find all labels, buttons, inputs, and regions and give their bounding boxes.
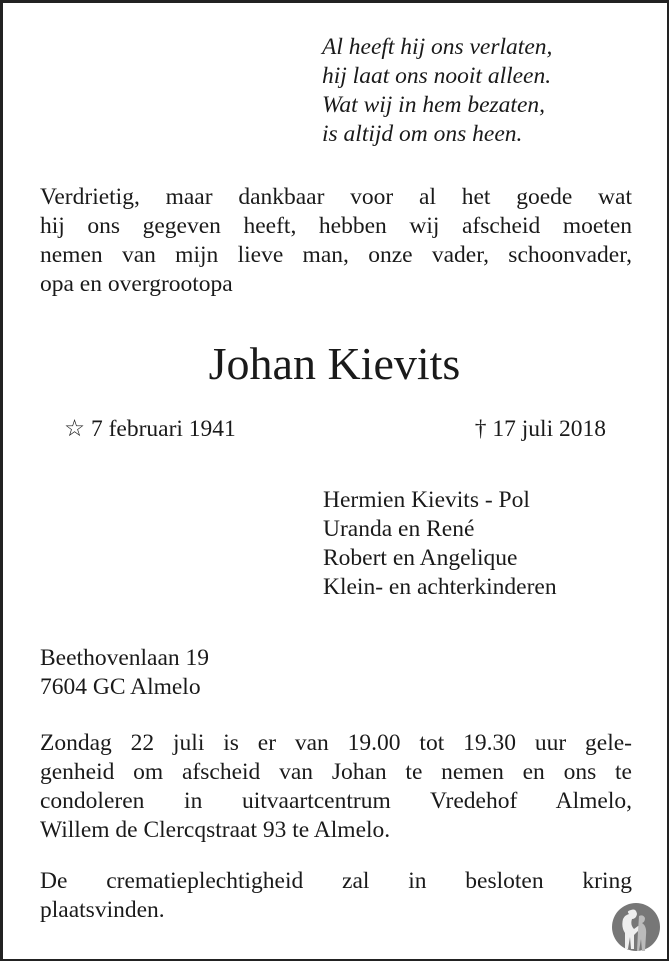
poem-line: Al heeft hij ons verlaten,: [322, 34, 553, 60]
cremation-line: plaatsvinden.: [40, 897, 165, 923]
embrace-logo-icon: [611, 902, 661, 952]
frame-border: [0, 0, 669, 3]
intro-line: nemen van mijn lieve man, onze vader, schoonvader,: [40, 242, 632, 268]
deceased-name: Johan Kievits: [208, 338, 461, 389]
intro-line: hij ons gegeven heeft, hebben wij afscheid moeten: [40, 213, 632, 239]
condolence-line: Willem de Clercqstraat 93 te Almelo.: [40, 817, 391, 843]
family-member: Klein- en achterkinderen: [323, 574, 557, 600]
intro-line: opa en overgrootopa: [40, 271, 233, 297]
frame-border: [0, 0, 3, 961]
address-line: 7604 GC Almelo: [40, 674, 201, 700]
cremation-line: De crematieplechtigheid zal in besloten kring: [40, 868, 632, 894]
condolence-line: genheid om afscheid van Johan te nemen en ons te: [40, 759, 632, 785]
birth-date: ☆ 7 februari 1941: [64, 416, 236, 442]
intro-line: Verdrietig, maar dankbaar voor al het goede wat: [40, 184, 632, 210]
poem-line: is altijd om ons heen.: [322, 121, 523, 147]
family-member: Robert en Angelique: [323, 545, 518, 571]
poem-line: hij laat ons nooit alleen.: [322, 63, 552, 89]
address-line: Beethovenlaan 19: [40, 645, 210, 671]
condolence-line: Zondag 22 juli is er van 19.00 tot 19.30 uur gele-: [40, 730, 632, 756]
family-member: Uranda en René: [323, 516, 475, 542]
condolence-line: condoleren in uitvaartcentrum Vredehof Almelo,: [40, 788, 632, 814]
family-member: Hermien Kievits - Pol: [323, 487, 530, 513]
death-date: † 17 juli 2018: [474, 416, 606, 442]
poem-line: Wat wij in hem bezaten,: [322, 92, 546, 118]
